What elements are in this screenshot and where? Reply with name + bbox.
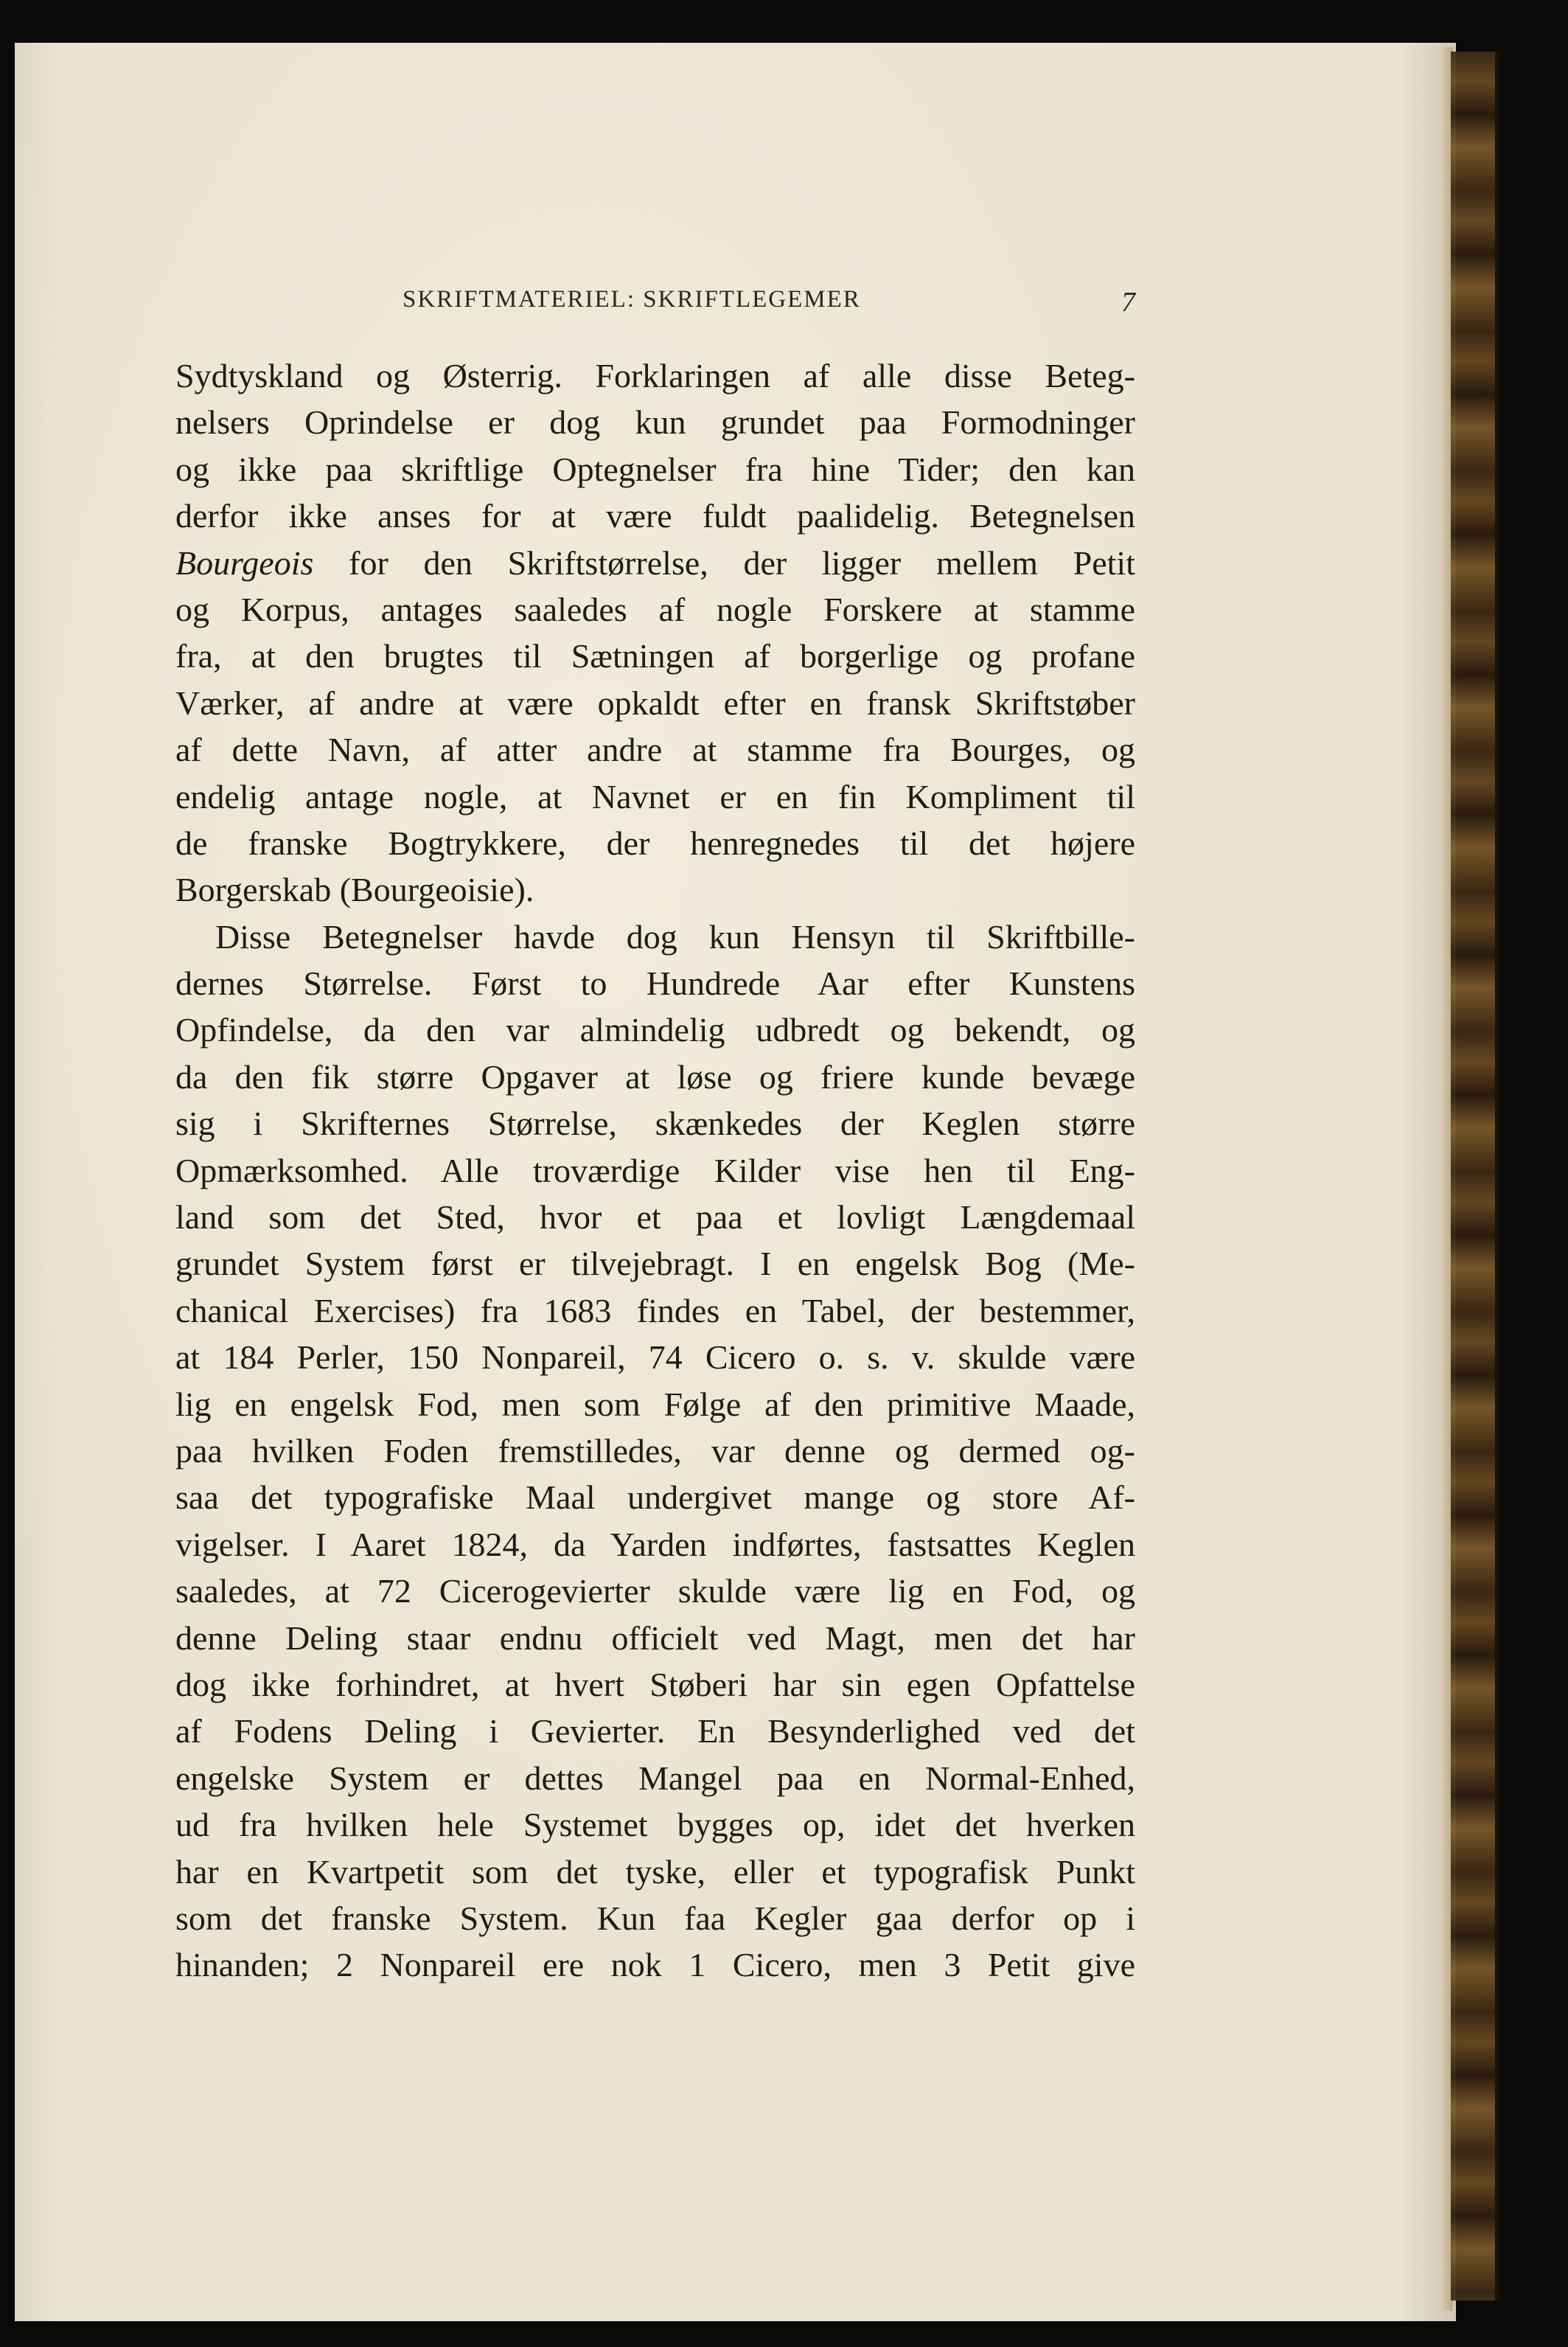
text-line — [175, 633, 1135, 679]
book-binding-edge — [1451, 52, 1499, 2301]
line-text: som det franske System. Kun faa Kegler gaa derfor op i — [175, 1899, 1135, 1937]
text-line — [175, 1194, 1135, 1240]
line-text: denne Deling staar endnu officielt ved Magt, men det har — [175, 1618, 1135, 1657]
text-line — [175, 1006, 1135, 1053]
text-line — [175, 1428, 1135, 1474]
line-text: saaledes, at 72 Cicerogevierter skulde være lig en Fod, og — [175, 1572, 1135, 1610]
line-text: sig i Skrifternes Størrelse, skænkedes der Keglen større — [175, 1105, 1135, 1143]
line-text: hinanden; 2 Nonpareil ere nok 1 Cicero, men 3 Petit give — [175, 1946, 1135, 1984]
line-text: dog ikke forhindret, at hvert Støberi har sin egen Opfattelse — [175, 1665, 1135, 1703]
text-line — [175, 1849, 1135, 1895]
line-text: nelsers Oprindelse er dog kun grundet paa Formodninger — [175, 403, 1135, 442]
body-text — [175, 352, 1135, 1989]
line-text: lig en engelsk Fod, men som Følge af den primitive Maade, — [175, 1385, 1135, 1423]
text-line — [175, 1334, 1135, 1380]
line-text: Opmærksomhed. Alle troværdige Kilder vise hen til Eng- — [175, 1151, 1135, 1189]
text-line — [175, 1615, 1135, 1661]
text-line — [175, 1708, 1135, 1754]
line-text: land som det Sted, hvor et paa et lovligt Længdemaal — [175, 1198, 1135, 1237]
line-text: chanical Exercises) fra 1683 findes en Tabel, der bestemmer, — [175, 1291, 1135, 1329]
line-text: saa det typografiske Maal undergivet mange og store Af- — [175, 1478, 1135, 1517]
text-line — [175, 540, 1135, 586]
italic-term: Bourgeois — [175, 543, 314, 582]
text-line — [175, 1801, 1135, 1848]
text-line — [175, 1568, 1135, 1614]
line-text: at 184 Perler, 150 Nonpareil, 74 Cicero o. s. v. skulde være — [175, 1338, 1135, 1377]
text-line — [175, 1240, 1135, 1287]
text-line — [175, 1895, 1135, 1941]
line-text: Disse Betegnelser havde dog kun Hensyn til Skriftbille- — [215, 917, 1135, 956]
text-line — [175, 1054, 1135, 1100]
line-text: ud fra hvilken hele Systemet bygges op, idet det hverken — [175, 1806, 1135, 1844]
text-line — [175, 1661, 1135, 1708]
text-line — [175, 1287, 1135, 1334]
line-text: og ikke paa skriftlige Optegnelser fra hine Tider; den kan — [175, 450, 1135, 488]
line-text: Opfindelse, da den var almindelig udbredt og bekendt, og — [175, 1011, 1135, 1049]
line-text: vigelser. I Aaret 1824, da Yarden indførtes, fastsattes Keglen — [175, 1525, 1135, 1563]
line-text: engelske System er dettes Mangel paa en Normal-Enhed, — [175, 1759, 1135, 1797]
line-text: de franske Bogtrykkere, der henregnedes til det højere — [175, 824, 1135, 862]
text-line — [175, 773, 1135, 820]
line-text: grundet System først er tilvejebragt. I en engelsk Bog (Me- — [175, 1245, 1135, 1283]
text-line — [175, 1147, 1135, 1194]
text-line — [175, 820, 1135, 866]
line-text: da den fik større Opgaver at løse og friere kunde bevæge — [175, 1057, 1135, 1096]
text-line — [175, 399, 1135, 445]
text-line — [175, 1100, 1135, 1147]
line-text: har en Kvartpetit som det tyske, eller et typografisk Punkt — [175, 1852, 1135, 1891]
text-line — [175, 586, 1135, 633]
line-text: paa hvilken Foden fremstilledes, var denne og dermed og- — [175, 1431, 1135, 1470]
text-line — [175, 1474, 1135, 1520]
text-line — [175, 960, 1135, 1006]
page-number: 7 — [1121, 287, 1135, 318]
text-line — [175, 493, 1135, 539]
line-text: af dette Navn, af atter andre at stamme fra Bourges, og — [175, 731, 1135, 769]
text-line — [175, 726, 1135, 773]
text-line — [175, 1755, 1135, 1801]
line-text: endelig antage nogle, at Navnet er en fin Kompliment til — [175, 777, 1135, 816]
text-line — [175, 1941, 1135, 1988]
line-text: Værker, af andre at være opkaldt efter en fransk Skriftstøber — [175, 684, 1135, 722]
text-line — [175, 1521, 1135, 1568]
running-head — [175, 286, 1135, 323]
line-text: Borgerskab (Bourgeoisie). — [175, 871, 534, 909]
line-text: Sydtyskland og Østerrig. Forklaringen af alle disse Beteg- — [175, 357, 1135, 394]
line-text: derfor ikke anses for at være fuldt paalidelig. Betegnelsen — [175, 497, 1135, 535]
text-line — [175, 352, 1135, 399]
text-line — [175, 680, 1135, 726]
text-line — [175, 446, 1135, 493]
line-text: dernes Størrelse. Først to Hundrede Aar efter Kunstens — [175, 964, 1135, 1003]
line-text: for den Skriftstørrelse, der ligger mellem Petit — [313, 543, 1135, 582]
line-text: fra, at den brugtes til Sætningen af borgerlige og profane — [175, 637, 1135, 675]
line-text: og Korpus, antages saaledes af nogle Forskere at stamme — [175, 590, 1135, 628]
line-text: af Fodens Deling i Gevierter. En Besynderlighed ved det — [175, 1712, 1135, 1750]
text-line — [175, 1381, 1135, 1428]
text-line — [175, 914, 1135, 960]
running-title: SKRIFTMATERIEL: SKRIFTLEGEMER — [403, 286, 861, 313]
text-line — [175, 866, 1135, 913]
